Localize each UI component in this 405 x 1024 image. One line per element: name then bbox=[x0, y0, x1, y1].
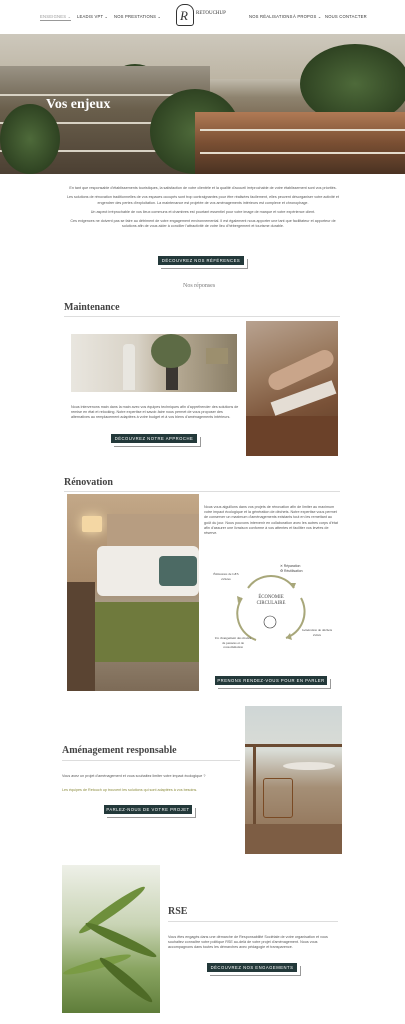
references-button[interactable]: DÉCOUVREZ NOS RÉFÉRENCES bbox=[158, 256, 244, 265]
diagram-top-left: Émissions de GES évitées bbox=[213, 572, 239, 581]
intro-paragraph: En tant que responsable d'établissements touristiques, la satisfaction de votre clientèle et la qualité d'accueil irréprochable de votre établissement sont vos priorités. bbox=[69, 186, 337, 190]
amenagement-text-1: Vous avez un projet d'aménagement et vous souhaitez limiter votre impact écologique ? bbox=[62, 774, 206, 778]
tools-icon: ✕ bbox=[280, 564, 283, 568]
amenagement-title: Aménagement responsable bbox=[62, 745, 177, 756]
intro-paragraph: Ces exigences ne doivent pas se faire au détriment de votre engagement environnemental. Il est également nous apporter une tant que facilitateur et apporteur de solutions afin de vous aider à concilier l'attractivité de votre lieu d'hébergement et tourisme durable. bbox=[70, 219, 336, 229]
renovation-text: Nous vous aiguillons dans vos projets de rénovation afin de limiter au maximum votre impact écologique et la génération de déchets. Notre expertise vous permet de conserver un maximum d'aménagements existants tout en les remettant au goût du jour. Nous pouvons intervenir en collaboration avec les autres corps d'état afin d'assurer une livraison conforme à vos attentes et faciliter vos levées de réserve. bbox=[204, 505, 338, 536]
appointment-button[interactable]: PRENONS RENDEZ-VOUS POUR EN PARLER bbox=[215, 676, 327, 685]
diagram-top-right bbox=[280, 564, 302, 574]
nav-enseignes[interactable]: ENSEIGNES ⌄ bbox=[40, 14, 72, 19]
diagram-bottom-left: Un changement des modes de pensées et de consommation bbox=[214, 636, 252, 650]
diagram-center-line2: CIRCULAIRE bbox=[256, 601, 286, 606]
maintenance-photo-carpenter bbox=[246, 321, 338, 456]
rse-photo-plant bbox=[62, 865, 160, 1013]
brand-name[interactable]: RETOUCHUP bbox=[196, 11, 226, 16]
renovation-title: Rénovation bbox=[64, 477, 113, 488]
nav-prestations[interactable]: NOS PRESTATIONS ⌄ bbox=[114, 14, 162, 19]
recycle-icon: ♻ bbox=[280, 569, 284, 573]
nav-contact[interactable]: NOUS CONTACTER bbox=[325, 14, 367, 19]
responses-label: Nos réponses bbox=[183, 283, 216, 289]
intro-paragraph: Un aspect irréprochable de vos lieux communs et chambres est pourtant essentiel pour votre image de marque et votre expérience client. bbox=[90, 209, 316, 214]
diagram-label: Réutilisation bbox=[284, 569, 303, 573]
approach-button[interactable]: DÉCOUVREZ NOTRE APPROCHE bbox=[111, 434, 197, 443]
site-header bbox=[0, 0, 405, 34]
hero-building-right bbox=[195, 112, 405, 174]
rse-text: Vous êtes engagés dans une démarche de Responsabilité Sociétale de votre organisation et vous souhaitez connaître votre politique RSE au-delà de votre projet d'aménagement. Nous vous accompagnons dans toutes les démarches avec pédagogie et transparence. bbox=[168, 935, 328, 950]
renovation-photo-bedroom bbox=[67, 494, 199, 691]
diagram-center-line1: ÉCONOMIE bbox=[258, 595, 284, 600]
nav-leadis[interactable]: LEADIS VPT ⌄ bbox=[77, 14, 109, 19]
nav-realisations[interactable]: NOS RÉALISATIONS bbox=[249, 14, 293, 19]
amenagement-photo-terrace bbox=[245, 706, 342, 854]
hero-banner bbox=[0, 34, 405, 174]
diagram-bottom-right: Génération de déchets évités bbox=[301, 628, 333, 637]
nav-apropos[interactable]: À PROPOS ⌄ bbox=[293, 14, 322, 19]
divider bbox=[64, 491, 340, 492]
hero-title: Vos enjeux bbox=[46, 97, 111, 112]
diagram-label: Réparation bbox=[283, 564, 301, 568]
project-button[interactable]: PARLEZ-NOUS DE VOTRE PROJET bbox=[104, 805, 192, 814]
intro-text bbox=[64, 186, 342, 234]
divider bbox=[64, 316, 340, 317]
hero-balcony bbox=[200, 152, 405, 154]
rse-title: RSE bbox=[168, 906, 188, 917]
divider bbox=[168, 921, 338, 922]
maintenance-photo-team bbox=[71, 334, 237, 392]
intro-paragraph: Les solutions de rénovation traditionnelles de vos espaces occupés sont trop contraignantes pour être réalisées facilement, elles peuvent désorganiser votre activité et engendrer des pertes d'exploitation. La maintenance est projetée de vos aménagements intérieurs est complexe et chronophage. bbox=[66, 195, 339, 205]
divider bbox=[62, 760, 240, 761]
maintenance-title: Maintenance bbox=[64, 302, 120, 313]
maintenance-text: Nous intervenons main dans la main avec vos équipes techniques afin d'appréhender des solutions de remise en état et relooking. Notre expertise et savoir-faire nous permet de vous proposer des alternatives au remplacement adaptées à votre budget et à vos biens d'aménagements intérieurs. bbox=[71, 405, 239, 420]
brand-logo-icon[interactable]: R bbox=[176, 4, 194, 26]
circular-economy-diagram bbox=[206, 558, 336, 666]
hero-balcony bbox=[200, 129, 405, 131]
commitments-button[interactable]: DÉCOUVREZ NOS ENGAGEMENTS bbox=[207, 963, 297, 972]
hero-tree bbox=[0, 104, 60, 174]
amenagement-text-2: Les équipes de Retouch up trouvent les solutions qui sont adaptées à vos besoins. bbox=[62, 788, 198, 792]
